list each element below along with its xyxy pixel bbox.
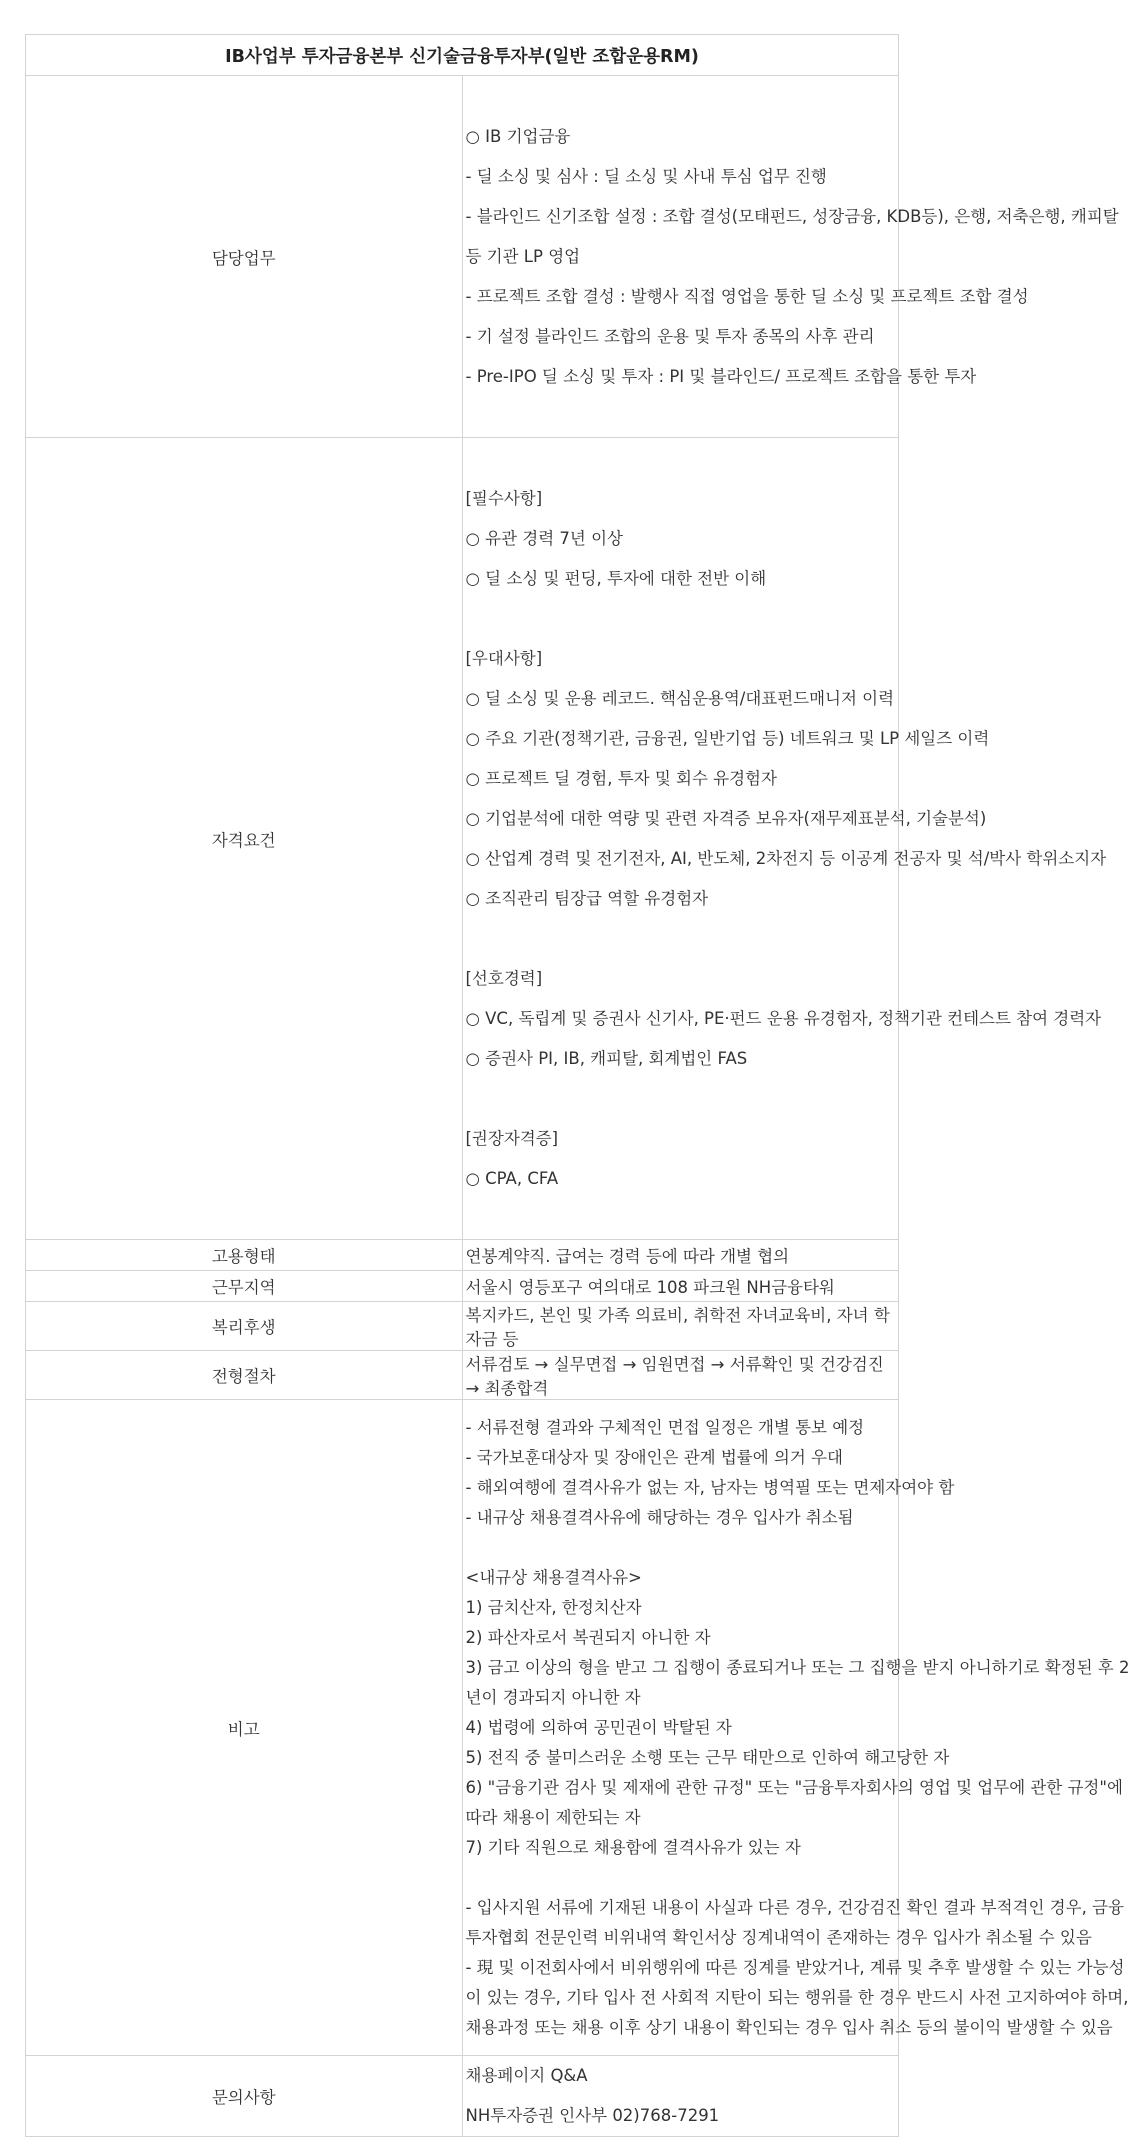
notes-bottom-item: - 現 및 이전회사에서 비위행위에 따른 징계를 받았거나, 계류 및 추후 발생할 수 있는 가능성 bbox=[465, 1957, 1125, 1977]
reason-item: 1) 금치산자, 한정치산자 bbox=[465, 1597, 642, 1617]
spacer bbox=[466, 1079, 896, 1119]
reason-item: 2) 파산자로서 복권되지 아니한 자 bbox=[465, 1627, 711, 1647]
duties-line: - 딜 소싱 및 심사 : 딜 소싱 및 사내 투심 업무 진행 bbox=[465, 166, 827, 186]
qualifications-content bbox=[462, 438, 1107, 1240]
notes-bottom-item: 이 있는 경우, 기타 입사 전 사회적 지탄이 되는 행위를 한 경우 반드시 사전 고지하여야 하며, bbox=[465, 1987, 1129, 2007]
reason-item: 3) 금고 이상의 형을 받고 그 집행이 종료되거나 또는 그 집행을 받지 아니하기로 확정된 후 2 bbox=[465, 1657, 1129, 1677]
preferred-item: ○ 산업계 경력 및 전기전자, AI, 반도체, 2차전지 등 이공계 전공자 및 석/박사 학위소지자 bbox=[465, 848, 1107, 868]
required-item: ○ 딜 소싱 및 펀딩, 투자에 대한 전반 이해 bbox=[465, 568, 767, 588]
process-row bbox=[26, 1351, 899, 1400]
job-posting-table bbox=[25, 34, 1129, 2137]
benefits-row bbox=[26, 1302, 899, 1351]
spacer bbox=[466, 599, 896, 639]
process-label: 전형절차 bbox=[26, 1351, 463, 1400]
reason-item: 따라 채용이 제한되는 자 bbox=[465, 1807, 641, 1827]
contact-row bbox=[26, 2056, 899, 2137]
notes-item: - 서류전형 결과와 구체적인 면접 일정은 개별 통보 예정 bbox=[465, 1417, 865, 1437]
preferred-item: ○ 프로젝트 딜 경험, 투자 및 회수 유경험자 bbox=[465, 768, 777, 788]
notes-bottom-item: 투자협회 전문인력 비위내역 확인서상 징계내역이 존재하는 경우 입사가 취소될 수 있음 bbox=[465, 1927, 1092, 1947]
notes-item: - 국가보훈대상자 및 장애인은 관계 법률에 의거 우대 bbox=[465, 1447, 843, 1467]
contact-line: 채용페이지 Q&A bbox=[465, 2066, 588, 2085]
benefits-value: 복지카드, 본인 및 가족 의료비, 취학전 자녀교육비, 자녀 학자금 등 bbox=[462, 1302, 899, 1351]
career-header: [선호경력] bbox=[465, 968, 543, 988]
notes-item: - 해외여행에 결격사유가 없는 자, 남자는 병역필 또는 면제자여야 함 bbox=[465, 1477, 955, 1497]
required-item: ○ 유관 경력 7년 이상 bbox=[465, 528, 623, 548]
notes-bottom-item: - 입사지원 서류에 기재된 내용이 사실과 다른 경우, 건강검진 확인 결과 부적격인 경우, 금융 bbox=[465, 1897, 1124, 1917]
process-value: 서류검토 → 실무면접 → 임원면접 → 서류확인 및 건강검진 → 최종합격 bbox=[462, 1351, 899, 1400]
contact-line: NH투자증권 인사부 02)768-7291 bbox=[465, 2106, 720, 2125]
preferred-item: ○ 기업분석에 대한 역량 및 관련 자격증 보유자(재무제표분석, 기술분석) bbox=[465, 808, 987, 828]
reason-item: 5) 전직 중 불미스러운 소행 또는 근무 태만으로 인하여 해고당한 자 bbox=[465, 1747, 950, 1767]
location-value: 서울시 영등포구 여의대로 108 파크원 NH금융타워 bbox=[462, 1271, 899, 1302]
location-label: 근무지역 bbox=[26, 1271, 463, 1302]
notes-row bbox=[26, 1400, 899, 2056]
qualifications-label: 자격요건 bbox=[26, 438, 463, 1240]
notes-item: - 내규상 채용결격사유에 해당하는 경우 입사가 취소됨 bbox=[465, 1507, 854, 1527]
notes-content bbox=[462, 1400, 1129, 2056]
employment-label: 고용형태 bbox=[26, 1240, 463, 1271]
duties-line: - 기 설정 블라인드 조합의 운용 및 투자 종목의 사후 관리 bbox=[465, 326, 875, 346]
notes-label: 비고 bbox=[26, 1400, 463, 2056]
duties-label: 담당업무 bbox=[26, 76, 463, 438]
cert-item: ○ CPA, CFA bbox=[465, 1168, 559, 1188]
career-item: ○ 증권사 PI, IB, 캐피탈, 회계법인 FAS bbox=[465, 1048, 748, 1068]
spacer bbox=[466, 1863, 896, 1893]
contact-content bbox=[462, 2056, 899, 2137]
spacer bbox=[466, 919, 896, 959]
notes-bottom-item: 채용과정 또는 채용 이후 상기 내용이 확인되는 경우 입사 취소 등의 불이익 발생할 수 있음 bbox=[465, 2017, 1113, 2037]
reason-item: 7) 기타 직원으로 채용함에 결격사유가 있는 자 bbox=[465, 1837, 801, 1857]
benefits-label: 복리후생 bbox=[26, 1302, 463, 1351]
duties-line: - Pre-IPO 딜 소싱 및 투자 : PI 및 블라인드/ 프로젝트 조합을 통한 투자 bbox=[465, 366, 977, 386]
preferred-item: ○ 딜 소싱 및 운용 레코드. 핵심운용역/대표펀드매니저 이력 bbox=[465, 688, 895, 708]
duties-line: - 블라인드 신기조합 설정 : 조합 결성(모태펀드, 성장금융, KDB등), 은행, 저축은행, 캐피탈 bbox=[465, 206, 1119, 226]
duties-line: - 프로젝트 조합 결성 : 발행사 직접 영업을 통한 딜 소싱 및 프로젝트 조합 결성 bbox=[465, 286, 1029, 306]
contact-label: 문의사항 bbox=[26, 2056, 463, 2137]
reason-item: 4) 법령에 의하여 공민권이 박탈된 자 bbox=[465, 1717, 732, 1737]
duties-content bbox=[462, 76, 1119, 438]
posting-title: IB사업부 투자금융본부 신기술금융투자부(일반 조합운용RM) bbox=[26, 35, 899, 76]
required-header: [필수사항] bbox=[465, 488, 543, 508]
qualifications-row bbox=[26, 438, 899, 1240]
duties-line: 등 기관 LP 영업 bbox=[465, 246, 581, 266]
reason-item: 년이 경과되지 아니한 자 bbox=[465, 1687, 641, 1707]
employment-value: 연봉계약직. 급여는 경력 등에 따라 개별 협의 bbox=[462, 1240, 899, 1271]
location-row bbox=[26, 1271, 899, 1302]
duties-row bbox=[26, 76, 899, 438]
preferred-item: ○ 주요 기관(정책기관, 금융권, 일반기업 등) 네트워크 및 LP 세일즈 이력 bbox=[465, 728, 990, 748]
preferred-item: ○ 조직관리 팀장급 역할 유경험자 bbox=[465, 888, 709, 908]
employment-row bbox=[26, 1240, 899, 1271]
reason-item: 6) "금융기관 검사 및 제재에 관한 규정" 또는 "금융투자회사의 영업 및 업무에 관한 규정"에 bbox=[465, 1777, 1123, 1797]
preferred-header: [우대사항] bbox=[465, 648, 543, 668]
career-item: ○ VC, 독립계 및 증권사 신기사, PE·펀드 운용 유경험자, 정책기관 컨테스트 참여 경력자 bbox=[465, 1008, 1102, 1028]
spacer bbox=[466, 1533, 896, 1563]
cert-header: [권장자격증] bbox=[465, 1128, 559, 1148]
duties-line: ○ IB 기업금융 bbox=[465, 126, 571, 146]
reasons-header: <내규상 채용결격사유> bbox=[465, 1567, 642, 1587]
